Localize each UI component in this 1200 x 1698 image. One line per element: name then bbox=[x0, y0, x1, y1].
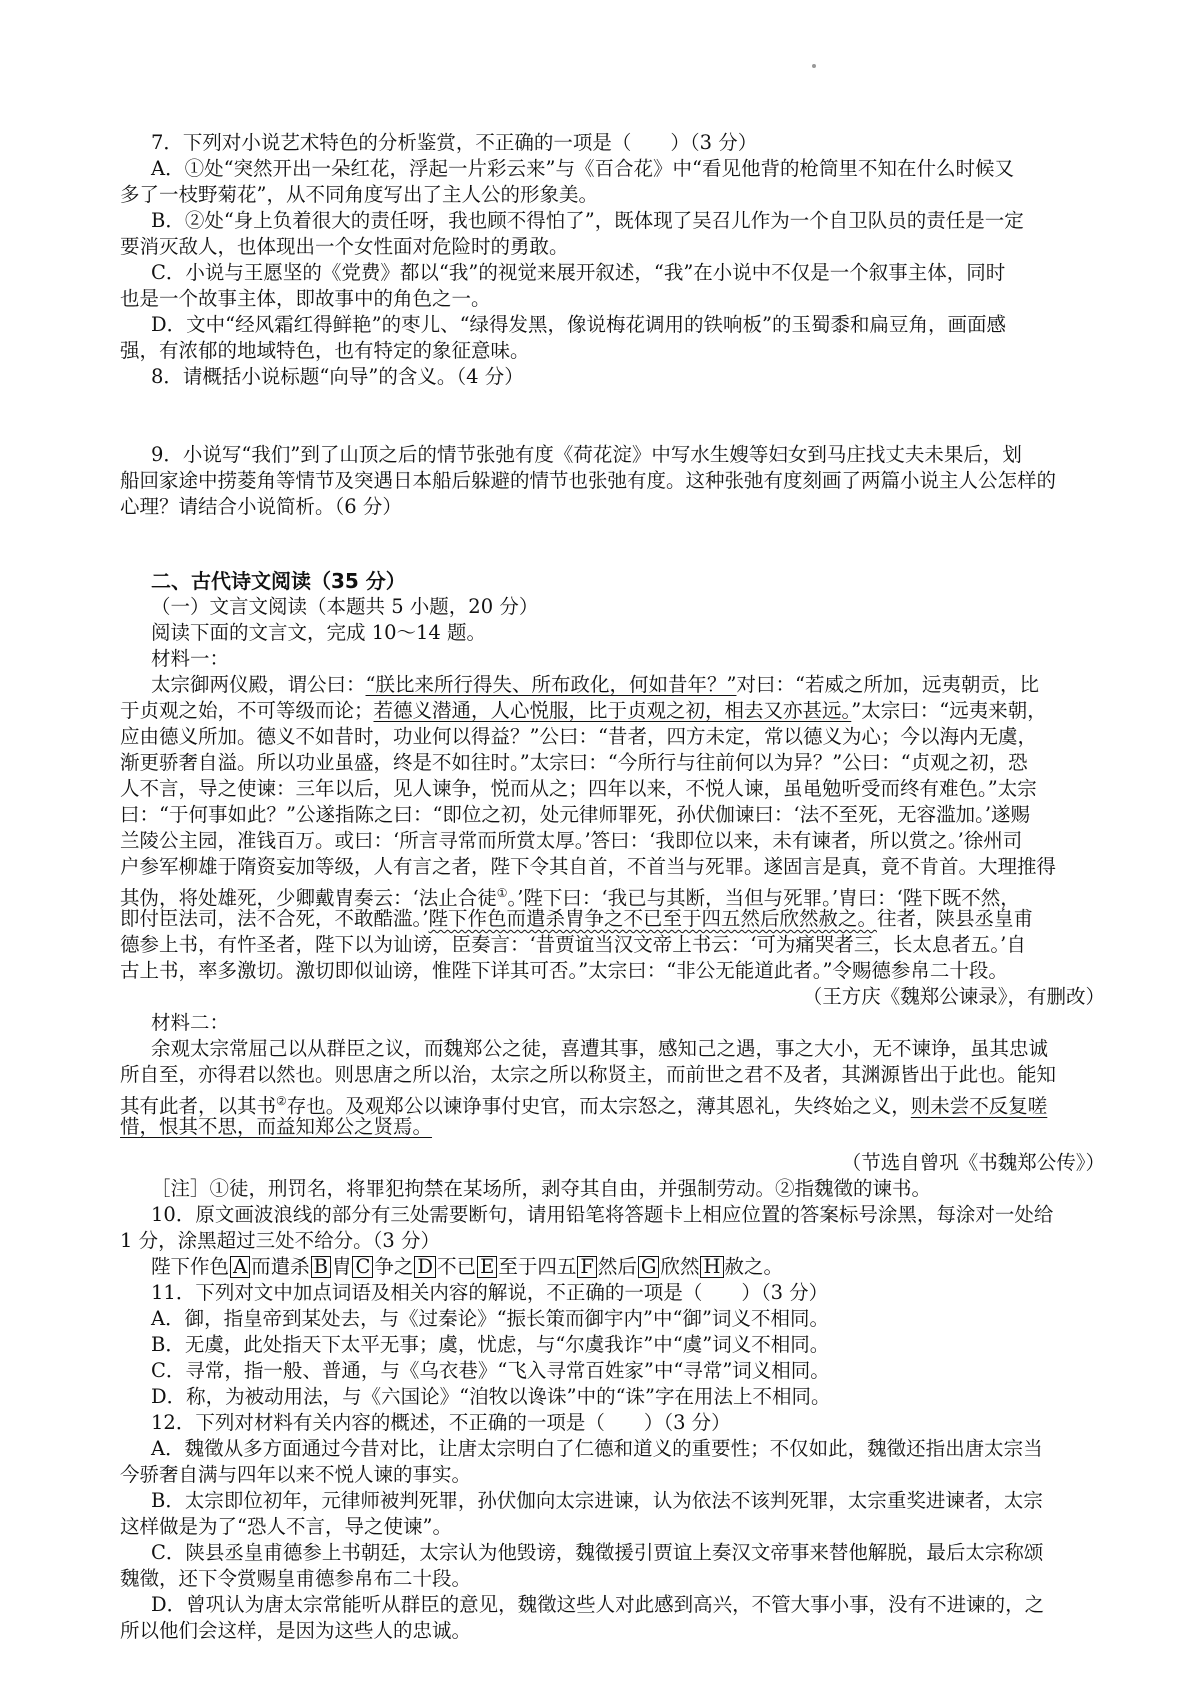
q7-option-b-line2: 要消灭敌人，也体现出一个女性面对危险时的勇敢。 bbox=[120, 235, 569, 258]
q10-line1: 10．原文画波浪线的部分有三处需要断句，请用铅笔将答题卡上相应位置的答案标号涂黑，每涂对一处给 bbox=[151, 1203, 1054, 1226]
q12-option-a-line2: 今骄奢自满与四年以来不悦人谏的事实。 bbox=[120, 1463, 472, 1486]
q11-option-a: A．御，指皇帝到某处去，与《过秦论》“振长策而御宇内”中“御”词义不相同。 bbox=[151, 1307, 829, 1330]
underlined-sentence: 惜，恨其不思，而益知郑公之贤焉。 bbox=[120, 1115, 433, 1138]
material1-line: 即付臣法司，法不合死，不敢酷滥。’陛下作色而遣杀胄争之不已至于四五然后欣然赦之。往者，陕县丞皇甫 bbox=[120, 907, 1033, 930]
annotation-note: ［注］①徒，刑罚名，将罪犯拘禁在某场所，剥夺其自由，并强制劳动。②指魏徵的谏书。 bbox=[151, 1177, 932, 1200]
underlined-quote: “朕比来所行得失、所布政化，何如昔年？” bbox=[365, 673, 737, 696]
q12-option-c-line2: 魏徵，还下令赏赐皇甫德参帛布二十段。 bbox=[120, 1567, 472, 1590]
q7-option-a-line1: A．①处“突然开出一朵红花，浮起一片彩云来”与《百合花》中“看见他背的枪筒里不知在什么时候又 bbox=[151, 157, 1014, 180]
material2-line: 所自至，亦得君以然也。则思唐之所以治，太宗之所以称贤主，而前世之君不及者，其渊源皆出于此也。能知 bbox=[120, 1063, 1057, 1086]
section2-title: 二、古代诗文阅读（35 分） bbox=[151, 569, 406, 593]
wavy-underlined-sentence: 陛下作色而遣杀胄争之不已至于四五然后欣然赦之。 bbox=[428, 907, 877, 930]
material1-line: 于贞观之始，不可等级而论；若德义潜通，人心悦服，比于贞观之初，相去又亦甚远。”太宗曰：“远夷来朝， bbox=[120, 699, 1047, 722]
q9-line2: 船回家途中捞菱角等情节及突遇日本船后躲避的情节也张弛有度。这种张弛有度刻画了两篇小说主人公怎样的 bbox=[120, 469, 1057, 492]
material2-label: 材料二： bbox=[151, 1011, 230, 1034]
material1-line: 渐更骄奢自溢。所以功业虽盛，终是不如往时。”太宗曰：“今所行与往前何以为异？”公曰：“贞观之初，恐 bbox=[120, 751, 1028, 774]
q11-option-c: C．寻常，指一般、普通，与《乌衣巷》“飞入寻常百姓家”中“寻常”词义相同。 bbox=[151, 1359, 830, 1382]
underlined-sentence: 则未尝不反复嗟 bbox=[910, 1094, 1048, 1118]
q11-option-b: B．无虞，此处指天下太平无事；虞，忧虑，与“尔虞我诈”中“虞”词义不相同。 bbox=[151, 1333, 830, 1356]
q12-option-c-line1: C．陕县丞皇甫德参上书朝廷，太宗认为他毁谤，魏徵援引贾谊上奏汉文帝事来替他解脱，最后太宗称颂 bbox=[151, 1541, 1044, 1564]
q10-sentence: 陛下作色 A 而遣杀 B 胄 C 争之 D 不已 E 至于四五 F 然后 G 欣然 H 赦之。 bbox=[151, 1255, 784, 1278]
q12-option-a-line1: A．魏徵从多方面通过今昔对比，让唐太宗明白了仁德和道义的重要性；不仅如此，魏徵还指出唐太宗当 bbox=[151, 1437, 1043, 1460]
material1-line: 兰陵公主园，准钱百万。或曰：‘所言寻常而所赏太厚。’答曰：‘我即位以来，未有谏者，所以赏之。’徐州司 bbox=[120, 829, 1023, 852]
q11-stem: 11．下列对文中加点词语及相关内容的解说，不正确的一项是（ ）（3 分） bbox=[151, 1281, 829, 1304]
material1-line: 户参军柳雄于隋资妄加等级，人有言之者，陛下令其自首，不首当与死罪。遂固言是真，竟不肯首。大理推得 bbox=[120, 855, 1057, 878]
q7-option-c-line2: 也是一个故事主体，即故事中的角色之一。 bbox=[120, 287, 491, 310]
break-option-d[interactable]: D bbox=[414, 1256, 436, 1278]
footnote-marker: ① bbox=[496, 886, 508, 900]
q11-option-d: D．称，为被动用法，与《六国论》“洎牧以谗诛”中的“诛”字在用法上不相同。 bbox=[151, 1385, 831, 1408]
material1-line: 其伪，将处雄死，少卿戴胄奏云：‘法止合徒①。’陛下曰：‘我已与其断，当但与死罪。’胄曰：‘陛下既不然， bbox=[120, 886, 1020, 910]
material2-line bbox=[0, 1114, 1200, 1140]
q8-stem: 8．请概括小说标题“向导”的含义。（4 分） bbox=[151, 365, 524, 388]
break-option-c[interactable]: C bbox=[352, 1256, 373, 1278]
q7-option-a-line2: 多了一枝野菊花”，从不同角度写出了主人公的形象美。 bbox=[120, 183, 598, 206]
material1-line: 人不言，导之使谏：三年以后，见人谏争，悦而从之；四年以来，不悦人谏，虽黾勉听受而终有难色。”太宗 bbox=[120, 777, 1037, 800]
break-option-g[interactable]: G bbox=[638, 1256, 660, 1278]
material1-source: （王方庆《魏郑公谏录》，有删改） bbox=[802, 985, 1105, 1008]
section2-instruction: 阅读下面的文言文，完成 10～14 题。 bbox=[151, 621, 487, 644]
footnote-marker: ② bbox=[276, 1094, 287, 1108]
q7-stem: 7．下列对小说艺术特色的分析鉴赏，不正确的一项是（ ）（3 分） bbox=[151, 131, 758, 154]
q12-option-b-line1: B．太宗即位初年，元律师被判死罪，孙伏伽向太宗进谏，认为依法不该判死罪，太宗重奖进谏者，太宗 bbox=[151, 1489, 1043, 1512]
q12-option-d-line1: D．曾巩认为唐太宗常能听从群臣的意见，魏徵这些人对此感到高兴，不管大事小事，没有不进谏的，之 bbox=[151, 1593, 1045, 1616]
break-option-h[interactable]: H bbox=[700, 1256, 723, 1278]
material2-line: 其有此者，以其书②存也。及观郑公以谏诤事付史官，而太宗怒之，薄其恩礼，失终始之义，则未尝不反复嗟 bbox=[120, 1094, 1048, 1118]
break-option-b[interactable]: B bbox=[311, 1256, 331, 1278]
material2-source: （节选自曾巩《书魏郑公传》） bbox=[841, 1151, 1105, 1174]
q7-option-c-line1: C．小说与王愿坚的《党费》都以“我”的视觉来展开叙述，“我”在小说中不仅是一个叙事主体，同时 bbox=[151, 261, 1006, 284]
material1-line: 太宗御两仪殿，谓公曰：“朕比来所行得失、所布政化，何如昔年？”对曰：“若威之所加，远夷朝贡，比 bbox=[151, 673, 1039, 696]
break-option-a[interactable]: A bbox=[230, 1256, 250, 1278]
section2-subtitle: （一）文言文阅读（本题共 5 小题，20 分） bbox=[151, 595, 539, 618]
material2-line: 余观太宗常屈己以从群臣之议，而魏郑公之徒，喜遭其事，感知己之遇，事之大小，无不谏诤，虽其忠诚 bbox=[151, 1037, 1049, 1060]
q7-option-d-line2: 强，有浓郁的地域特色，也有特定的象征意味。 bbox=[120, 339, 530, 362]
break-option-f[interactable]: F bbox=[577, 1256, 597, 1278]
material1-line: 曰：“于何事如此？”公遂指陈之曰：“即位之初，处元律师罪死，孙伏伽谏曰：‘法不至死，无容滥加。’遂赐 bbox=[120, 803, 1031, 826]
q7-option-b-line1: B．②处“身上负着很大的责任呀，我也顾不得怕了”，既体现了吴召儿作为一个自卫队员的责任是一定 bbox=[151, 209, 1024, 232]
q12-option-b-line2: 这样做是为了“恐人不言，导之使谏”。 bbox=[120, 1515, 452, 1538]
scan-speck bbox=[812, 64, 816, 68]
q9-line1: 9．小说写“我们”到了山顶之后的情节张弛有度《荷花淀》中写水生嫂等妇女到马庄找丈夫未果后，划 bbox=[151, 443, 1022, 466]
material1-label: 材料一： bbox=[151, 647, 230, 670]
material1-line: 应由德义所加。德义不如昔时，功业何以得益？”公曰：“昔者，四方未定，常以德义为心；今以海内无虞， bbox=[120, 725, 1037, 748]
q7-option-d-line1: D．文中“经风霜红得鲜艳”的枣儿、“绿得发黑，像说梅花调用的铁响板”的玉蜀黍和扁豆角，画面感 bbox=[151, 313, 1007, 336]
q12-option-d-line2: 所以他们会这样，是因为这些人的忠诚。 bbox=[120, 1619, 472, 1642]
q10-line2: 1 分，涂黑超过三处不给分。（3 分） bbox=[120, 1229, 440, 1252]
q9-line3: 心理？请结合小说简析。（6 分） bbox=[120, 495, 402, 518]
q12-stem: 12．下列对材料有关内容的概述，不正确的一项是（ ）（3 分） bbox=[151, 1411, 731, 1434]
break-option-e[interactable]: E bbox=[477, 1256, 497, 1278]
material1-line: 古上书，率多激切。激切即似讪谤，惟陛下详其可否。”太宗曰：“非公无能道此者。”令赐德参帛二十段。 bbox=[120, 959, 1008, 982]
underlined-quote: 若德义潜通，人心悦服，比于贞观之初，相去又亦甚远。 bbox=[373, 699, 852, 722]
material1-line: 德参上书，有忤圣者，陛下以为讪谤，臣奏言：‘昔贾谊当汉文帝上书云：‘可为痛哭者三，长太息者五。’自 bbox=[120, 933, 1026, 956]
